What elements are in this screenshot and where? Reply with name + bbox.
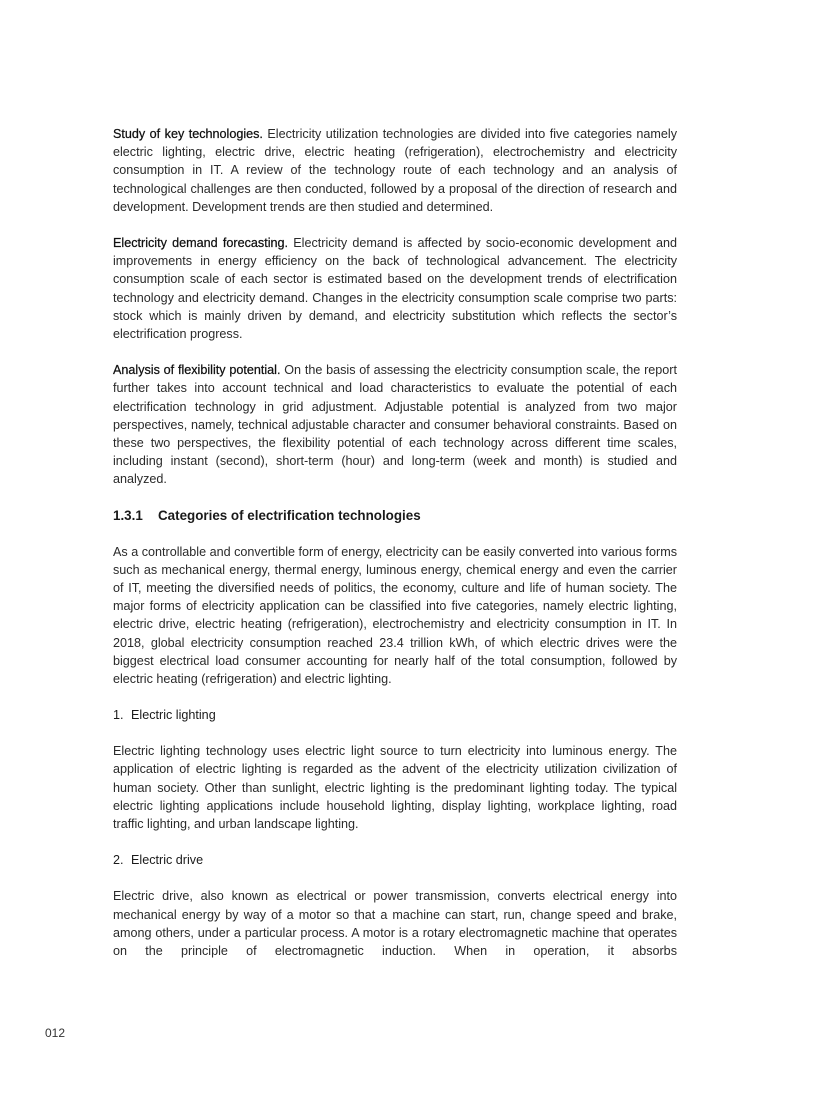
paragraph-electric-lighting: Electric lighting technology uses electric light source to turn electricity into luminous energy. The application of electric lighting is regarded as the advent of the electricity utilization civilization of human society. Other than sunlight, electric lighting is the predominant lighting today. The typical electric lighting applications include household lighting, display lighting, workplace lighting, road traffic lighting, and urban landscape lighting. bbox=[113, 744, 677, 832]
page-number: 012 bbox=[45, 1026, 66, 1040]
paragraph-flexibility-potential bbox=[113, 361, 677, 488]
subsection-number: 1. bbox=[113, 708, 124, 723]
intro-paragraph: As a controllable and convertible form of energy, electricity can be easily converted into various forms such as mechanical energy, thermal energy, luminous energy, chemical energy and even the carrier of IT, meeting the diversified needs of politics, the economy, culture and life of human society. The major forms of electricity application can be classified into five categories, namely electric lighting, electric drive, electric heating (refrigeration), electrochemistry and electricity consumption in IT. In 2018, global electricity consumption reached 23.4 trillion kWh, of which electric drives were the biggest electrical load consumer accounting for nearly half of the total consumption, followed by electric heating (refrigeration) and electric lighting. bbox=[113, 544, 677, 687]
paragraph-lead: Electricity demand forecasting. bbox=[113, 236, 288, 251]
paragraph-lead: Analysis of flexibility potential. bbox=[113, 363, 281, 378]
paragraph-electric-drive: Electric drive, also known as electrical or power transmission, converts electrical energy into mechanical energy by way of a motor so that a machine can start, run, change speed and brake, among others, under a particular process. A motor is a rotary electromagnetic machine that operates on the principle of electromagnetic induction. When in operation, it absorbs bbox=[113, 889, 677, 958]
paragraph-text: On the basis of assessing the electricity consumption scale, the report further takes into account technical and load characteristics to evaluate the potential of each electrification technology in grid adjustment. Adjustable potential is analyzed from two major perspectives, namely, technical adjustable character and consumer behavioral constraints. Based on these two perspectives, the flexibility potential of each technology across different time scales, including instant (second), short-term (hour) and long-term (week and month) is studied and analyzed. bbox=[113, 363, 677, 487]
section-number: 1.3.1 bbox=[113, 507, 143, 523]
paragraph-lead: Study of key technologies. bbox=[113, 127, 263, 141]
page-body bbox=[113, 125, 677, 960]
paragraph-demand-forecasting bbox=[113, 234, 677, 343]
paragraph-text: Electricity demand is affected by socio-economic development and improvements in energy efficiency on the back of technological advancement. The electricity consumption scale of each sector is estimated based on the development trends of electrification technology and electricity demand. Changes in the electricity consumption scale comprise two parts: stock which is mainly driven by demand, and electricity substitution which reflects the sector’s electrification progress. bbox=[113, 236, 677, 342]
subsection-title: Electric drive bbox=[131, 853, 204, 868]
subsection-heading-electric-drive bbox=[113, 851, 677, 869]
subsection-title: Electric lighting bbox=[131, 708, 216, 723]
paragraph-key-technologies bbox=[113, 125, 677, 216]
section-heading bbox=[113, 507, 677, 525]
paragraph-text: Electricity utilization technologies are divided into five categories namely electric lighting, electric drive, electric heating (refrigeration), electrochemistry and electricity consumption in IT. A review of the technology route of each technology and an analysis of technological challenges are then conducted, followed by a proposal of the direction of research and development. Development trends are then studied and determined. bbox=[113, 127, 677, 214]
subsection-heading-electric-lighting bbox=[113, 706, 677, 724]
subsection-number: 2. bbox=[113, 853, 124, 868]
section-title: Categories of electrification technologies bbox=[158, 507, 421, 523]
